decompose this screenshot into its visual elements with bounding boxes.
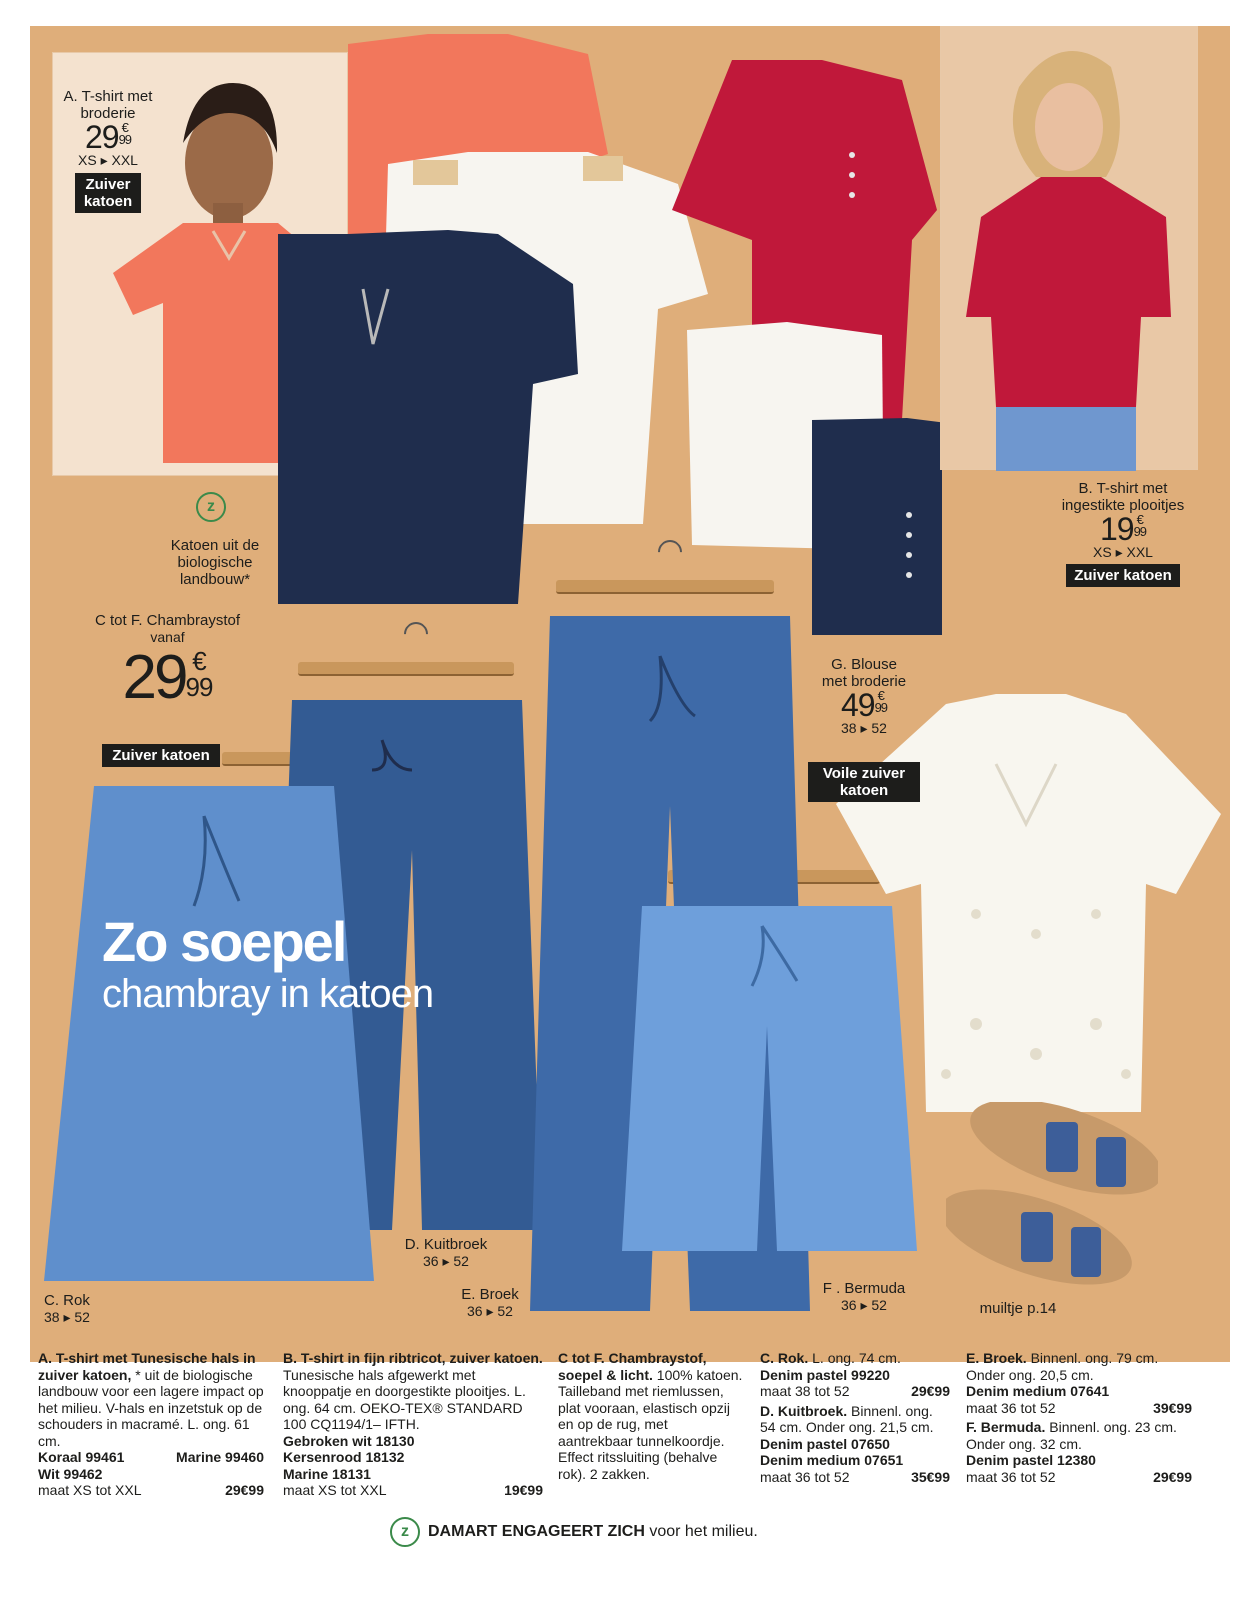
rok-c <box>44 786 374 1294</box>
label-a-sizes: XS ▸ XXL <box>78 152 138 168</box>
footer-rest: voor het milieu. <box>644 1523 758 1540</box>
label-e-name: E. Broek <box>461 1286 519 1303</box>
label-g-badge: Voile zuiver katoen <box>808 762 920 802</box>
label-g-price: 49 € 99 <box>840 687 888 723</box>
hanger-d <box>298 662 514 676</box>
label-a-badge: Zuiver katoen <box>75 173 141 213</box>
tshirts-b-stack <box>672 60 942 640</box>
label-c-sizes: 38 ▸ 52 <box>44 1309 90 1325</box>
label-c-name: C. Rok <box>44 1292 90 1309</box>
label-f-name: F . Bermuda <box>822 1280 906 1297</box>
label-d-sizes: 36 ▸ 52 <box>423 1253 469 1269</box>
label-cf-price: 29 € 99 <box>122 643 213 712</box>
label-b-badge: Zuiver katoen <box>1066 564 1180 587</box>
label-e-sizes: 36 ▸ 52 <box>467 1303 513 1319</box>
desc-a: A. T-shirt met Tunesische hals in zuiver katoen, * uit de biologische landbouw voor een lagere impact op het milieu. V-hals en inzetstuk op de schouders in macramé. L. ong. 61 cm. Koraal 99461 Marine 99460 Wit 99462 maat XS tot XXL 29€99 <box>38 1350 264 1498</box>
label-g-name: G. Blouse met broderie <box>821 656 907 690</box>
desc-c-d: C. Rok. L. ong. 74 cm. Denim pastel 99220 maat 38 tot 52 29€99 D. Kuitbroek. Binnenl. ong. 54 cm. Onder ong. 21,5 cm. Denim pastel 07650 Denim medium 07651 maat 36 tot 52 35€99 <box>760 1350 950 1485</box>
model-photo-b <box>940 26 1198 470</box>
label-b-name: B. T-shirt met ingestikte plooitjes <box>1061 480 1185 514</box>
desc-e-f: E. Broek. Binnenl. ong. 79 cm. Onder ong. 20,5 cm. Denim medium 07641 maat 36 tot 52 39€99 F. Bermuda. Binnenl. ong. 23 cm. Onder ong. 32 cm. Denim pastel 12380 maat 36 tot 52 29€99 <box>966 1350 1192 1485</box>
label-b-price: 19 € 99 <box>1099 511 1147 547</box>
desc-cf: C tot F. Chambraystof, soepel & licht. 100% katoen. Tailleband met riemlussen, plat vooraan, elastisch opzij en op de rug, met aantrekbaar tunnelkoordje. Effect ritssluiting (behalve rok). 2 zakken. <box>558 1350 743 1482</box>
label-cf-badge: Zuiver katoen <box>102 744 220 767</box>
label-a-name: A. T-shirt met broderie <box>63 88 153 122</box>
label-cf-name: C tot F. Chambraystof <box>94 612 241 629</box>
tshirts-a-stack <box>278 34 718 614</box>
label-g-sizes: 38 ▸ 52 <box>841 720 887 736</box>
model-b-figure <box>941 27 1199 471</box>
desc-b: B. T-shirt in fijn ribtricot, zuiver katoen. Tunesische hals afgewerkt met knooppatje en doorgestikte plooitjes. L. ong. 64 cm. OEKO-TEX® STANDARD 100 CQ1194/1– IFTH. Gebroken wit 18130 Kersenrood 18132 Marine 18131 maat XS tot XXL 19€99 <box>283 1350 543 1498</box>
label-d-name: D. Kuitbroek <box>404 1236 488 1253</box>
label-f-sizes: 36 ▸ 52 <box>841 1297 887 1313</box>
eco-text: Katoen uit de biologische landbouw* <box>170 537 260 588</box>
headline-subtitle: chambray in katoen <box>102 972 434 1016</box>
footer-bold: DAMART ENGAGEERT ZICH <box>428 1523 645 1540</box>
headline-title: Zo soepel <box>102 910 346 973</box>
label-b-sizes: XS ▸ XXL <box>1093 544 1153 560</box>
blouse-g <box>836 694 1226 1114</box>
label-slippers: muiltje p.14 <box>979 1300 1057 1317</box>
slippers <box>946 1102 1158 1302</box>
hanger-e <box>556 580 774 594</box>
eco-leaf-icon: z <box>196 492 226 522</box>
footer <box>390 1516 810 1548</box>
label-a-price: 29 € 99 <box>84 119 132 155</box>
eco-leaf-icon: z <box>390 1517 420 1547</box>
label-cf-from: vanaf <box>150 629 185 645</box>
